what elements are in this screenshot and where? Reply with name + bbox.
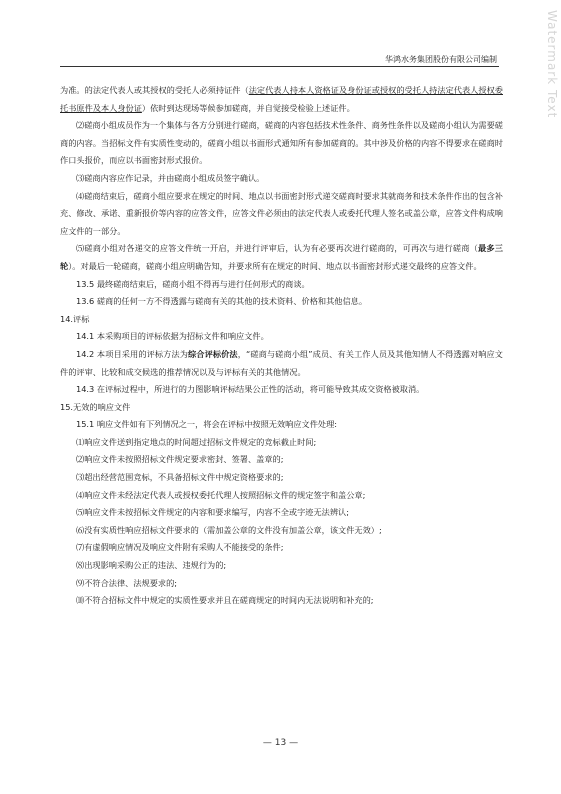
list-item: ⑵响应文件未按照招标文件规定要求密封、签署、盖章的; [76, 454, 284, 465]
paragraph-credentials: 为准。的法定代表人或其授权的受托人必须持证件（法定代表人持本人资格证及身份证或授权的受托人持法定代表人授权委托书原件及本人身份证）依时到达现场等候参加磋商，并自觉接受检验上述证件。 [60, 85, 503, 113]
paragraph-negotiation-4: ⑷磋商结束后，磋商小组应要求在规定的时间、地点以书面密封形式递交磋商时要求其就商务和技术条件作出的包含补充、修改、承诺、重新报价等内容的应答文件，应答文件必须由的法定代表人或委托代理人签名或盖公章，应答文件构成响应文件的一部分。 [60, 190, 503, 236]
paragraph-negotiation-5: ⑸磋商小组对各递交的应答文件统一开启，并进行评审后，认为有必要再次进行磋商的，可再次与进行磋商（最多三轮）。对最后一轮磋商，磋商小组应明确告知，并要求所有在规定的时间、地点以书面密封形式递交最终的应答文件。 [60, 243, 503, 271]
page-number: — 13 — [262, 738, 299, 748]
clause-14-3: 14.3 在评标过程中，所进行的力图影响评标结果公正性的活动，将可能导致其成交资格被取消。 [76, 384, 425, 395]
clause-15-1: 15.1 响应文件如有下列情况之一，将会在评标中按照无效响应文件处理: [76, 419, 338, 430]
paragraph-negotiation-2: ⑵磋商小组成员作为一个集体与各方分别进行磋商，磋商的内容包括技术性条件、商务性条件以及磋商小组认为需要磋商的内容。当招标文件有实质性变动的，磋商小组以书面形式通知所有参加磋商的。其中涉及价格的内容不得要求在磋商时作口头报价，而应以书面密封形式报价。 [60, 120, 503, 166]
list-item: ⑹没有实质性响应招标文件要求的（需加盖公章的文件没有加盖公章，该文件无效）; [76, 524, 382, 535]
paragraph-negotiation-3: ⑶磋商内容应作记录，并由磋商小组成员签字确认。 [76, 172, 265, 183]
clause-14-2: 14.2 本项目采用的评标方法为综合评标价法，“磋商与磋商小组”成员、有关工作人员及其他知情人不得透露对响应文件的评审、比较和成交候选的推荐情况以及与评标有关的其他情况。 [60, 348, 503, 377]
header-company: 华鸿水务集团股份有限公司编制 [385, 55, 497, 64]
clause-13-5: 13.5 最终磋商结束后，磋商小组不得再与进行任何形式的商谈。 [76, 278, 310, 289]
list-item: ⑴响应文件送到指定地点的时间超过招标文件规定的竞标截止时间; [76, 436, 317, 447]
document-body [60, 82, 503, 610]
list-item: ⑸响应文件未按招标文件规定的内容和要求编写，内容不全或字迹无法辨认; [76, 507, 349, 518]
list-item: ⑻出现影响采购公正的违法、违规行为的; [76, 560, 227, 571]
list-item: ⑼不符合法律、法规要求的; [76, 577, 178, 588]
list-item: ⑽不符合招标文件中规定的实质性要求并且在磋商规定的时间内无法说明和补充的; [76, 595, 374, 606]
list-item: ⑶超出经营范围竞标，不具备招标文件中规定资格要求的; [76, 472, 284, 483]
header-divider [60, 66, 499, 67]
section-heading-14: 14.评标 [60, 313, 90, 324]
clause-13-6: 13.6 磋商的任何一方不得透露与磋商有关的其他的技术资料、价格和其他信息。 [76, 296, 368, 307]
watermark-text: Watermark Text [545, 10, 559, 119]
list-item: ⑺有虚假响应情况及响应文件附有采购人不能接受的条件; [76, 542, 284, 553]
clause-14-1: 14.1 本采购项目的评标依据为招标文件和响应文件。 [76, 331, 269, 342]
section-heading-15: 15.无效的响应文件 [60, 401, 131, 412]
list-item: ⑷响应文件未经法定代表人或授权委托代理人按照招标文件的规定签字和盖公章; [76, 489, 366, 500]
